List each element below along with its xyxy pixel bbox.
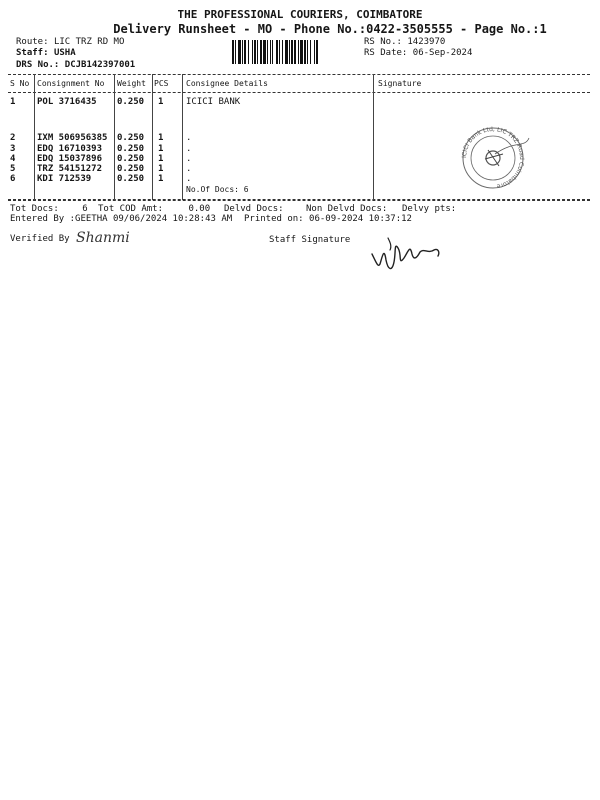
barcode-image [232, 40, 356, 64]
row-consignment: IXM 506956385 [37, 133, 108, 143]
row-sno: 5 [10, 164, 16, 174]
row-weight: 0.250 [117, 144, 145, 154]
barcode-bar [248, 40, 249, 64]
table-top-rule [8, 74, 590, 75]
row-pcs: 1 [158, 144, 164, 154]
tot-cod-value: 0.00 [188, 204, 211, 214]
col-divider [34, 74, 35, 200]
stamp-ring-text: ICICI Bank Ltd, LIC TRZ Road Coimbatore [460, 126, 526, 190]
company-name: THE PROFESSIONAL COURIERS, COIMBATORE [177, 8, 423, 21]
drs-value: DCJB142397001 [64, 60, 136, 70]
delvd-docs-label: Delvd Docs: [224, 204, 284, 214]
col-divider [114, 74, 115, 200]
row-weight: 0.250 [117, 97, 145, 107]
row-weight: 0.250 [117, 154, 145, 164]
barcode-bar [300, 40, 303, 64]
tot-docs-value: 6 [82, 204, 88, 214]
barcode-bar [242, 40, 243, 64]
barcode-bar [294, 40, 296, 64]
barcode-bar [307, 40, 308, 64]
barcode-bar [232, 40, 234, 64]
row-sno: 2 [10, 133, 16, 143]
row-weight: 0.250 [117, 174, 145, 184]
barcode-bar [298, 40, 299, 64]
non-delvd-docs-label: Non Delvd Docs: [306, 204, 388, 214]
row-consignment: POL 3716435 [37, 97, 97, 107]
drs-line [16, 60, 135, 70]
drs-label: DRS No.: [16, 60, 60, 70]
row-pcs: 1 [158, 164, 164, 174]
rs-date-label: RS Date: [364, 48, 408, 58]
col-divider [182, 74, 183, 200]
no-of-docs: No.Of Docs: 6 [186, 185, 249, 194]
barcode-bar [314, 40, 315, 64]
row-pcs: 1 [158, 154, 164, 164]
route-value: LIC TRZ RD MO [53, 37, 125, 47]
rs-no-value: 1423970 [407, 37, 446, 47]
row-consignment: TRZ 54151272 [37, 164, 103, 174]
row-consignment: EDQ 15037896 [37, 154, 103, 164]
header-bottom-rule [8, 92, 590, 93]
row-consignee: . [186, 174, 192, 184]
tot-docs [10, 204, 88, 214]
col-header-consignee: Consignee Details [186, 79, 268, 88]
staff-value: USHA [53, 48, 76, 58]
barcode-bar [282, 40, 283, 64]
barcode-bar [279, 40, 280, 64]
barcode-bar [263, 40, 266, 64]
staff-signature-image [368, 232, 442, 274]
barcode-bar [267, 40, 268, 64]
row-consignment: KDI 712539 [37, 174, 92, 184]
route-line [16, 37, 124, 47]
bank-stamp-icon [455, 126, 531, 190]
staff-label: Staff: [16, 48, 49, 58]
row-consignee: . [186, 164, 192, 174]
barcode-bar [272, 40, 273, 64]
row-consignee: . [186, 154, 192, 164]
rs-date-value: 06-Sep-2024 [412, 48, 473, 58]
barcode-bar [270, 40, 271, 64]
rs-date-line [364, 48, 472, 58]
verified-signature: Shanmi [76, 230, 130, 246]
col-header-consignment: Consignment No [37, 79, 105, 88]
entered-by: Entered By :GEETHA 09/06/2024 10:28:43 AM [10, 214, 233, 224]
row-sno: 3 [10, 144, 16, 154]
col-header-signature: Signature [378, 79, 422, 88]
barcode-bar [304, 40, 306, 64]
col-header-pcs: PCS [154, 79, 169, 88]
col-header-weight: Weight [117, 79, 146, 88]
rs-no-line [364, 37, 445, 47]
staff-signature-label: Staff Signature [269, 235, 351, 245]
tot-cod-label: Tot COD Amt: [98, 204, 164, 214]
row-consignee: . [186, 133, 192, 143]
col-header-sno: S No [10, 79, 30, 88]
barcode-bar [316, 40, 318, 64]
row-consignee: ICICI BANK [186, 97, 241, 107]
barcode-bar [260, 40, 262, 64]
verified-signature-image [74, 226, 136, 248]
barcode-bar [289, 40, 290, 64]
barcode-bar [254, 40, 256, 64]
row-sno: 4 [10, 154, 16, 164]
printed-on: Printed on: 06-09-2024 10:37:12 [244, 214, 412, 224]
barcode-bar [235, 40, 236, 64]
barcode-bar [291, 40, 293, 64]
barcode-bar [244, 40, 246, 64]
barcode-bar [252, 40, 253, 64]
barcode-bar [238, 40, 241, 64]
barcode-bar [310, 40, 311, 64]
barcode-bar [257, 40, 258, 64]
row-weight: 0.250 [117, 133, 145, 143]
delvy-pts-label: Delvy pts: [402, 204, 457, 214]
verified-by-label: Verified By [10, 234, 70, 244]
rs-no-label: RS No.: [364, 37, 402, 47]
col-divider [152, 74, 153, 200]
col-divider [373, 74, 374, 200]
row-consignee: . [186, 144, 192, 154]
row-weight: 0.250 [117, 164, 145, 174]
row-pcs: 1 [158, 97, 164, 107]
route-label: Route: [16, 37, 49, 47]
barcode-bar [285, 40, 288, 64]
footer-top-rule [8, 200, 590, 201]
staff-line [16, 48, 76, 58]
row-pcs: 1 [158, 133, 164, 143]
runsheet-title: Delivery Runsheet - MO - Phone No.:0422-3505555 - Page No.:1 [113, 22, 547, 36]
row-pcs: 1 [158, 174, 164, 184]
row-consignment: EDQ 16710393 [37, 144, 103, 154]
barcode-bar [276, 40, 278, 64]
tot-docs-label: Tot Docs: [10, 204, 59, 214]
row-sno: 1 [10, 97, 16, 107]
row-sno: 6 [10, 174, 16, 184]
tot-cod [98, 204, 210, 214]
